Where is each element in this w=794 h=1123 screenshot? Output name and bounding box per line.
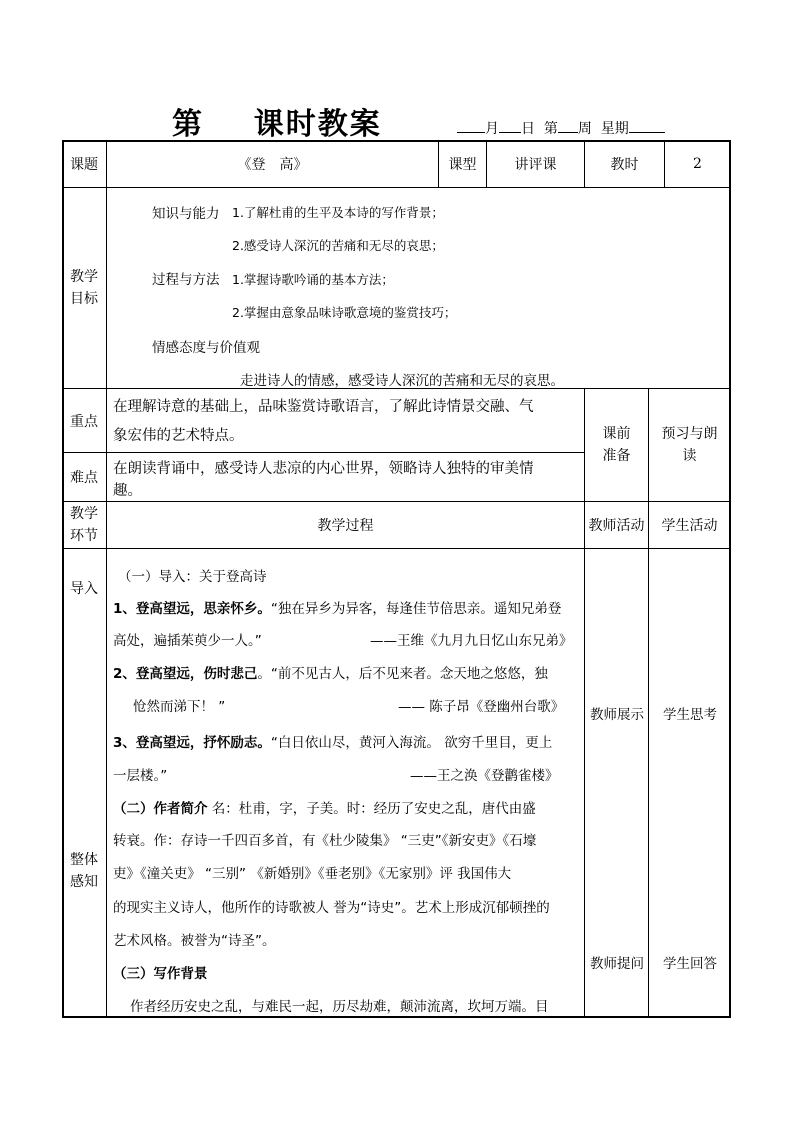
goal-process-2: 2.掌握由意象品味诗歌意境的鉴赏技巧； xyxy=(232,305,457,320)
goal-knowledge-2: 2.感受诗人深沉的苦痛和无尽的哀思； xyxy=(232,238,444,253)
poem-2-heading: 2、登高望远，伤时悲己 xyxy=(113,666,258,682)
stage-whole-2: 感知 xyxy=(70,874,98,890)
topic-label-cell xyxy=(62,140,107,188)
prep-value-cell xyxy=(649,389,731,502)
author-text-1: 名：杜甫，字，子美。时：经历了安史之乱，唐代由盛 xyxy=(211,801,536,817)
prep-label-1: 课前 xyxy=(602,426,631,442)
goal-process-1: 1.掌握诗歌吟诵的基本方法； xyxy=(232,272,394,287)
date-week-prefix: 第 xyxy=(543,121,558,137)
type-value: 讲评课 xyxy=(514,156,557,173)
date-line xyxy=(457,118,665,138)
author-line-5: 艺术风格。被誉为“诗圣”。 xyxy=(113,933,276,949)
date-day: 日 xyxy=(521,121,535,137)
stage-header-1: 教学 xyxy=(70,506,98,522)
poem-3-heading: 3、登高望远，抒怀励志。 xyxy=(113,735,271,751)
process-header: 教学过程 xyxy=(317,518,374,534)
poem-1-line-2: 高处，遍插茱萸少一人。” xyxy=(113,633,262,649)
goals-label-cell xyxy=(62,188,107,389)
author-line-3: 吏》《潼关吏》 “三别” 《新婚别》《垂老别》《无家别》评 我国伟大 xyxy=(113,866,512,882)
key-label-cell xyxy=(62,389,107,453)
stage-body-cell xyxy=(62,549,107,1018)
poem-2-line-1 xyxy=(113,662,548,682)
background-line-1: 作者经历安史之乱，与难民一起，历尽劫难，颠沛流离，坎坷万端。目 xyxy=(130,999,549,1015)
teacher-activity-1: 教师展示 xyxy=(590,707,644,723)
goals-label-1: 教学 xyxy=(70,269,98,285)
poem-3-line-1 xyxy=(113,731,552,751)
prep-label-cell xyxy=(585,389,649,502)
teacher-activity-2: 教师提问 xyxy=(590,956,644,972)
difficult-line-2: 趣。 xyxy=(113,483,142,499)
topic-label: 课题 xyxy=(70,156,98,173)
poem-1-source: ——王维《九月九日忆山东兄弟》 xyxy=(370,633,573,649)
author-heading: （二）作者简介 xyxy=(113,801,208,817)
poem-3-source: ——王之涣《登鹳雀楼》 xyxy=(410,768,559,784)
title-right: 课时教案 xyxy=(253,107,382,142)
goal-knowledge-1: 1.了解杜甫的生平及本诗的写作背景； xyxy=(232,205,444,220)
student-activity-2: 学生回答 xyxy=(663,956,717,972)
difficult-label-cell xyxy=(62,453,107,502)
topic-value-cell xyxy=(107,140,439,188)
key-line-1: 在理解诗意的基础上，品味鉴赏诗歌语言，了解此诗情景交融、气 xyxy=(113,399,534,415)
poem-2-source: —— 陈子昂《登幽州台歌》 xyxy=(398,699,565,715)
prep-label-2: 准备 xyxy=(602,448,631,464)
student-header: 学生活动 xyxy=(661,518,718,534)
date-week: 周 xyxy=(577,121,592,137)
key-line-2: 象宏伟的艺术特点。 xyxy=(113,428,244,444)
stage-whole-1: 整体 xyxy=(70,852,98,868)
poem-2-text: 。“前不见古人，后不见来者。念天地之悠悠，独 xyxy=(257,666,548,682)
stage-header-cell xyxy=(62,502,107,549)
poem-1-text: “独在异乡为异客，每逢佳节倍思亲。遥知兄弟登 xyxy=(270,601,562,617)
goals-label-2: 目标 xyxy=(70,291,98,307)
stage-header-2: 环节 xyxy=(70,528,98,544)
type-label-cell xyxy=(439,140,487,188)
poem-2-line-2: 怆然而涕下！ ” xyxy=(133,699,226,715)
prep-value-1: 预习与朗 xyxy=(661,426,718,442)
author-line-1 xyxy=(113,797,536,817)
teacher-header-cell xyxy=(585,502,649,549)
key-label: 重点 xyxy=(70,413,98,430)
stage-intro: 导入 xyxy=(70,581,98,597)
process-header-cell xyxy=(107,502,585,549)
author-line-2: 转衰。作：存诗一千四百多首，有《杜少陵集》 “三吏”《新安吏》《石壕 xyxy=(113,833,537,849)
difficult-line-1: 在朗读背诵中，感受诗人悲凉的内心世界，领略诗人独特的审美情 xyxy=(113,461,534,477)
hours-label-cell xyxy=(585,140,665,188)
student-header-cell xyxy=(649,502,731,549)
student-body-cell xyxy=(649,549,731,1018)
goal-process-title: 过程与方法 xyxy=(152,272,220,288)
poem-1-line-1 xyxy=(113,597,561,617)
background-heading: （三）写作背景 xyxy=(113,966,208,982)
date-month: 月 xyxy=(485,121,499,137)
date-weekday: 星期 xyxy=(600,121,629,137)
goal-emotion-title: 情感态度与价值观 xyxy=(152,340,260,356)
hours-label: 教时 xyxy=(610,156,639,173)
poem-3-line-2: 一层楼。” xyxy=(113,768,168,784)
section-1-title: （一）导入：关于登高诗 xyxy=(118,569,267,585)
type-label: 课型 xyxy=(448,156,477,173)
author-line-4: 的现实主义诗人，他所作的诗歌被人 誉为“诗史”。艺术上形成沉郁顿挫的 xyxy=(113,900,550,916)
goal-knowledge-title: 知识与能力 xyxy=(152,206,220,222)
difficult-label: 难点 xyxy=(70,470,98,486)
type-value-cell xyxy=(487,140,585,188)
page-title xyxy=(172,99,382,143)
hours-value-cell xyxy=(665,140,731,188)
poem-3-text: “白日依山尽，黄河入海流。 欲穷千里目，更上 xyxy=(270,735,553,751)
topic-value: 《登 高》 xyxy=(237,156,308,173)
prep-value-2: 读 xyxy=(682,448,697,464)
teacher-body-cell xyxy=(585,549,649,1018)
student-activity-1: 学生思考 xyxy=(663,707,717,723)
poem-1-heading: 1、登高望远，思亲怀乡。 xyxy=(113,601,271,617)
goal-emotion-1: 走进诗人的情感，感受诗人深沉的苦痛和无尽的哀思。 xyxy=(240,373,564,389)
hours-value: 2 xyxy=(693,155,702,172)
teacher-header: 教师活动 xyxy=(588,518,645,534)
title-left: 第 xyxy=(172,107,204,142)
